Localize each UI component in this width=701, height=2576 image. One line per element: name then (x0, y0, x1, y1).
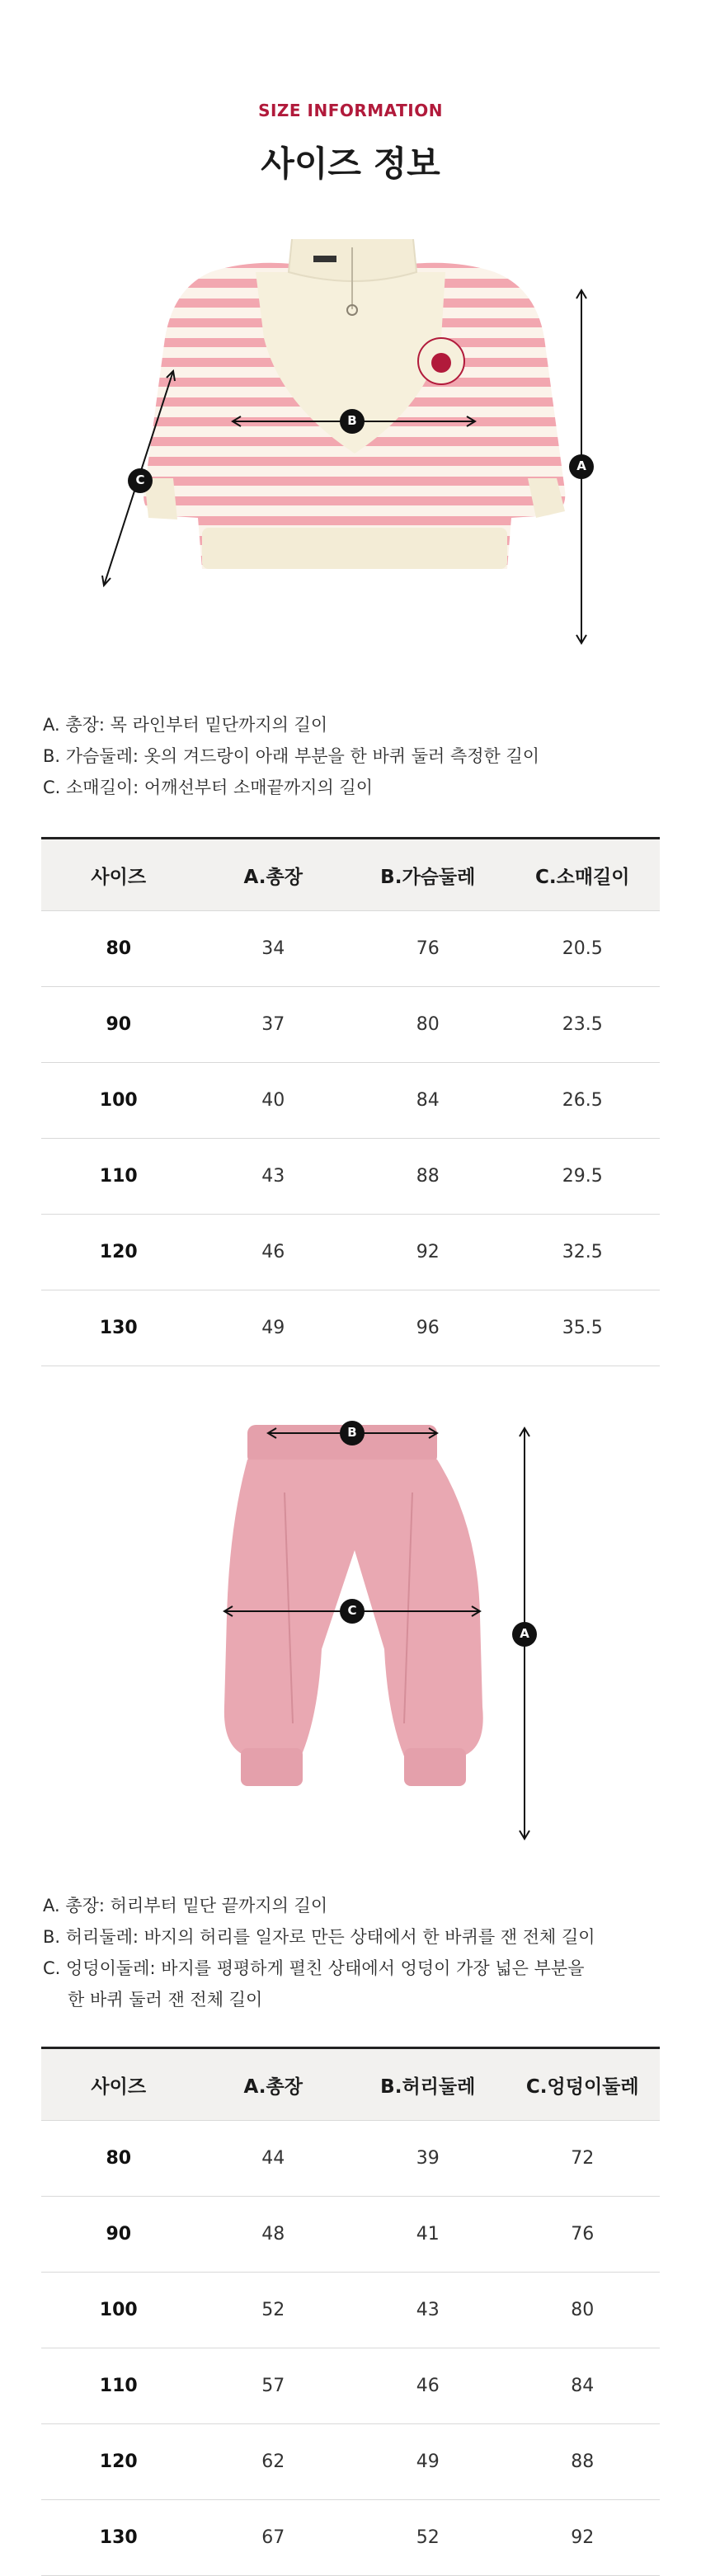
value-cell: 84 (506, 2348, 661, 2424)
table-row (41, 2197, 660, 2273)
measure-a-label: A (576, 458, 586, 473)
size-cell: 90 (41, 2197, 196, 2273)
col-header: C.소매길이 (506, 839, 661, 911)
note-a: A. 총장: 허리부터 밑단 끝까지의 길이 (43, 1896, 328, 1916)
value-cell: 52 (196, 2273, 351, 2348)
col-header: A.총장 (196, 2048, 351, 2121)
size-cell: 110 (41, 2348, 196, 2424)
value-cell: 49 (350, 2424, 506, 2500)
value-cell: 92 (350, 1215, 506, 1290)
table-row (41, 1139, 660, 1215)
sweatshirt-image (143, 239, 565, 569)
size-cell: 120 (41, 2424, 196, 2500)
value-cell: 72 (506, 2121, 661, 2197)
col-header: C.엉덩이둘레 (506, 2048, 661, 2121)
value-cell: 32.5 (506, 1215, 661, 1290)
col-header: 사이즈 (41, 839, 196, 911)
value-cell: 88 (350, 1139, 506, 1215)
value-cell: 43 (350, 2273, 506, 2348)
table-row (41, 1063, 660, 1139)
value-cell: 44 (196, 2121, 351, 2197)
bottom-measurement-notes (43, 1890, 595, 2015)
col-header: A.총장 (196, 839, 351, 911)
value-cell: 84 (350, 1063, 506, 1139)
size-cell: 80 (41, 911, 196, 987)
table-header-row (41, 2048, 660, 2121)
value-cell: 48 (196, 2197, 351, 2273)
value-cell: 26.5 (506, 1063, 661, 1139)
value-cell: 41 (350, 2197, 506, 2273)
note-b: B. 가슴둘레: 옷의 겨드랑이 아래 부분을 한 바퀴 둘러 측정한 길이 (43, 746, 540, 766)
pants-diagram (0, 1402, 701, 1847)
measure-c-label: C (135, 472, 145, 487)
value-cell: 67 (196, 2500, 351, 2576)
top-measurement-notes (43, 709, 539, 803)
size-cell: 130 (41, 2500, 196, 2576)
value-cell: 29.5 (506, 1139, 661, 1215)
pants-measure-a-label: A (520, 1626, 529, 1641)
table-header-row (41, 839, 660, 911)
col-header: 사이즈 (41, 2048, 196, 2121)
value-cell: 57 (196, 2348, 351, 2424)
size-cell: 120 (41, 1215, 196, 1290)
col-header: B.허리둘레 (350, 2048, 506, 2121)
size-cell: 100 (41, 2273, 196, 2348)
value-cell: 76 (350, 911, 506, 987)
pants-measure-c-label: C (347, 1603, 357, 1618)
value-cell: 49 (196, 1290, 351, 1366)
note-c-continued: 한 바퀴 둘러 잰 전체 길이 (68, 1990, 263, 2010)
col-header: B.가슴둘레 (350, 839, 506, 911)
value-cell: 46 (196, 1215, 351, 1290)
size-cell: 100 (41, 1063, 196, 1139)
table-row (41, 2424, 660, 2500)
note-c: C. 엉덩이둘레: 바지를 평평하게 펼친 상태에서 엉덩이 가장 넓은 부분을 (43, 1958, 585, 1978)
measure-b-label: B (347, 413, 357, 428)
value-cell: 80 (350, 987, 506, 1063)
size-cell: 80 (41, 2121, 196, 2197)
value-cell: 20.5 (506, 911, 661, 987)
eyebrow-heading: SIZE INFORMATION (258, 101, 443, 120)
value-cell: 76 (506, 2197, 661, 2273)
value-cell: 46 (350, 2348, 506, 2424)
table-row (41, 2348, 660, 2424)
table-row (41, 2500, 660, 2576)
value-cell: 92 (506, 2500, 661, 2576)
size-cell: 90 (41, 987, 196, 1063)
value-cell: 23.5 (506, 987, 661, 1063)
sweatshirt-diagram (0, 239, 701, 668)
top-size-table (41, 837, 660, 1366)
table-row (41, 987, 660, 1063)
note-b: B. 허리둘레: 바지의 허리를 일자로 만든 상태에서 한 바퀴를 잰 전체 길이 (43, 1927, 595, 1947)
table-row (41, 2121, 660, 2197)
size-cell: 110 (41, 1139, 196, 1215)
note-c: C. 소매길이: 어깨선부터 소매끝까지의 길이 (43, 778, 373, 797)
page-title: 사이즈 정보 (261, 143, 440, 184)
value-cell: 88 (506, 2424, 661, 2500)
size-cell: 130 (41, 1290, 196, 1366)
note-a: A. 총장: 목 라인부터 밑단까지의 길이 (43, 715, 328, 735)
value-cell: 34 (196, 911, 351, 987)
table-row (41, 2273, 660, 2348)
value-cell: 96 (350, 1290, 506, 1366)
value-cell: 62 (196, 2424, 351, 2500)
value-cell: 80 (506, 2273, 661, 2348)
value-cell: 39 (350, 2121, 506, 2197)
value-cell: 40 (196, 1063, 351, 1139)
value-cell: 43 (196, 1139, 351, 1215)
bottom-size-table (41, 2047, 660, 2576)
table-row (41, 1215, 660, 1290)
value-cell: 35.5 (506, 1290, 661, 1366)
value-cell: 37 (196, 987, 351, 1063)
value-cell: 52 (350, 2500, 506, 2576)
pants-measure-b-label: B (347, 1425, 357, 1440)
table-row (41, 1290, 660, 1366)
table-row (41, 911, 660, 987)
